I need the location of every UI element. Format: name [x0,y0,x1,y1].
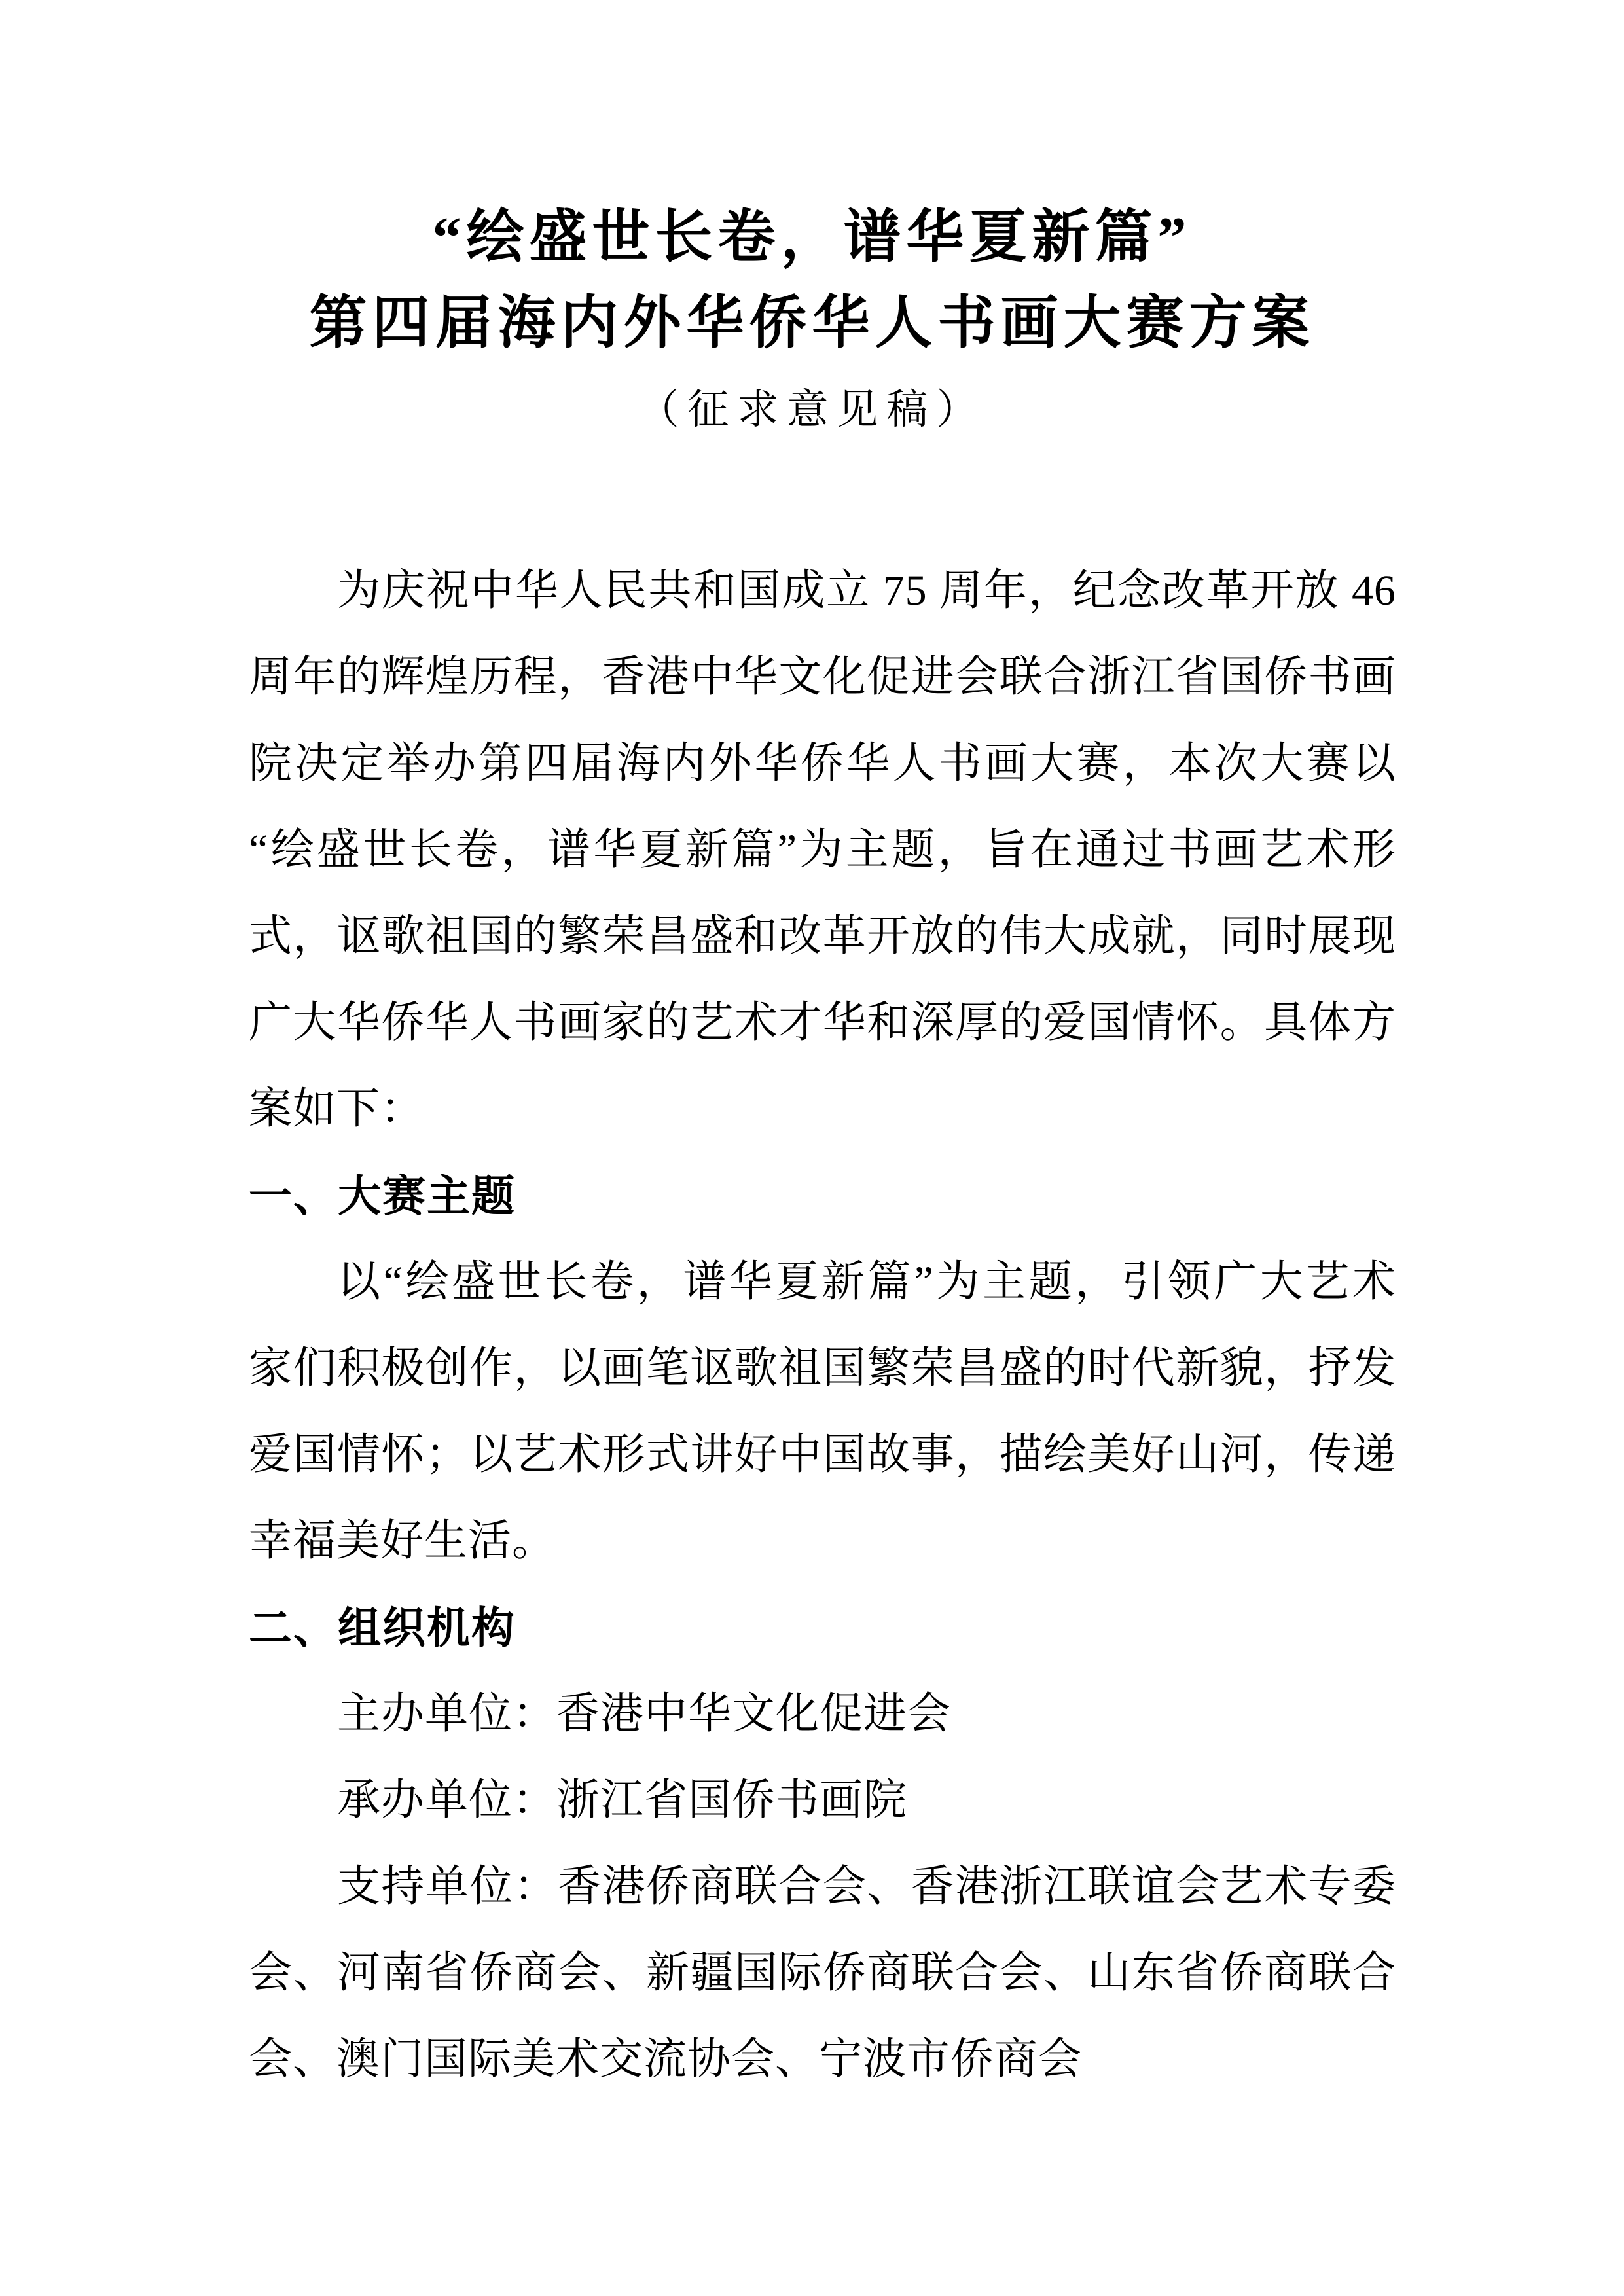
paragraph-line: 案如下： [249,1085,424,1133]
paragraph-line: 会、河南省侨商会、新疆国际侨商联合会、山东省侨商联合 [249,1949,1396,1997]
section-heading: 二、组织机构 [249,1604,516,1652]
paragraph-line: 式，讴歌祖国的繁荣昌盛和改革开放的伟大成就，同时展现 [249,912,1396,960]
document-subtitle: （征求意见稿） [638,387,986,433]
document-title-line1: “绘盛世长卷，谱华夏新篇” [432,206,1192,270]
document-title-line2: 第四届海内外华侨华人书画大赛方案 [309,292,1315,355]
paragraph-line: 周年的辉煌历程，香港中华文化促进会联合浙江省国侨书画 [249,653,1396,701]
paragraph-line: 爱国情怀；以艺术形式讲好中国故事，描绘美好山河，传递 [249,1431,1396,1479]
section-heading: 一、大赛主题 [249,1172,516,1220]
paragraph-line: 支持单位：香港侨商联合会、香港浙江联谊会艺术专委 [337,1863,1396,1910]
paragraph-line: 院决定举办第四届海内外华侨华人书画大赛，本次大赛以 [249,740,1396,787]
paragraph-line: 主办单位：香港中华文化促进会 [337,1690,951,1738]
paragraph-line: 广大华侨华人书画家的艺术才华和深厚的爱国情怀。具体方 [249,999,1396,1047]
paragraph-line: 家们积极创作，以画笔讴歌祖国繁荣昌盛的时代新貌，抒发 [249,1344,1396,1392]
paragraph-line: 幸福美好生活。 [249,1517,556,1565]
document-body [249,548,1396,2103]
paragraph-line: 会、澳门国际美术交流协会、宁波市侨商会 [249,2036,1082,2083]
paragraph-line: 为庆祝中华人民共和国成立 75 周年，纪念改革开放 46 [337,567,1396,615]
paragraph-line: 承办单位：浙江省国侨书画院 [337,1776,907,1824]
paragraph-line: 以“绘盛世长卷，谱华夏新篇”为主题，引领广大艺术 [337,1258,1396,1306]
paragraph-line: “绘盛世长卷，谱华夏新篇”为主题，旨在通过书画艺术形 [249,826,1396,874]
